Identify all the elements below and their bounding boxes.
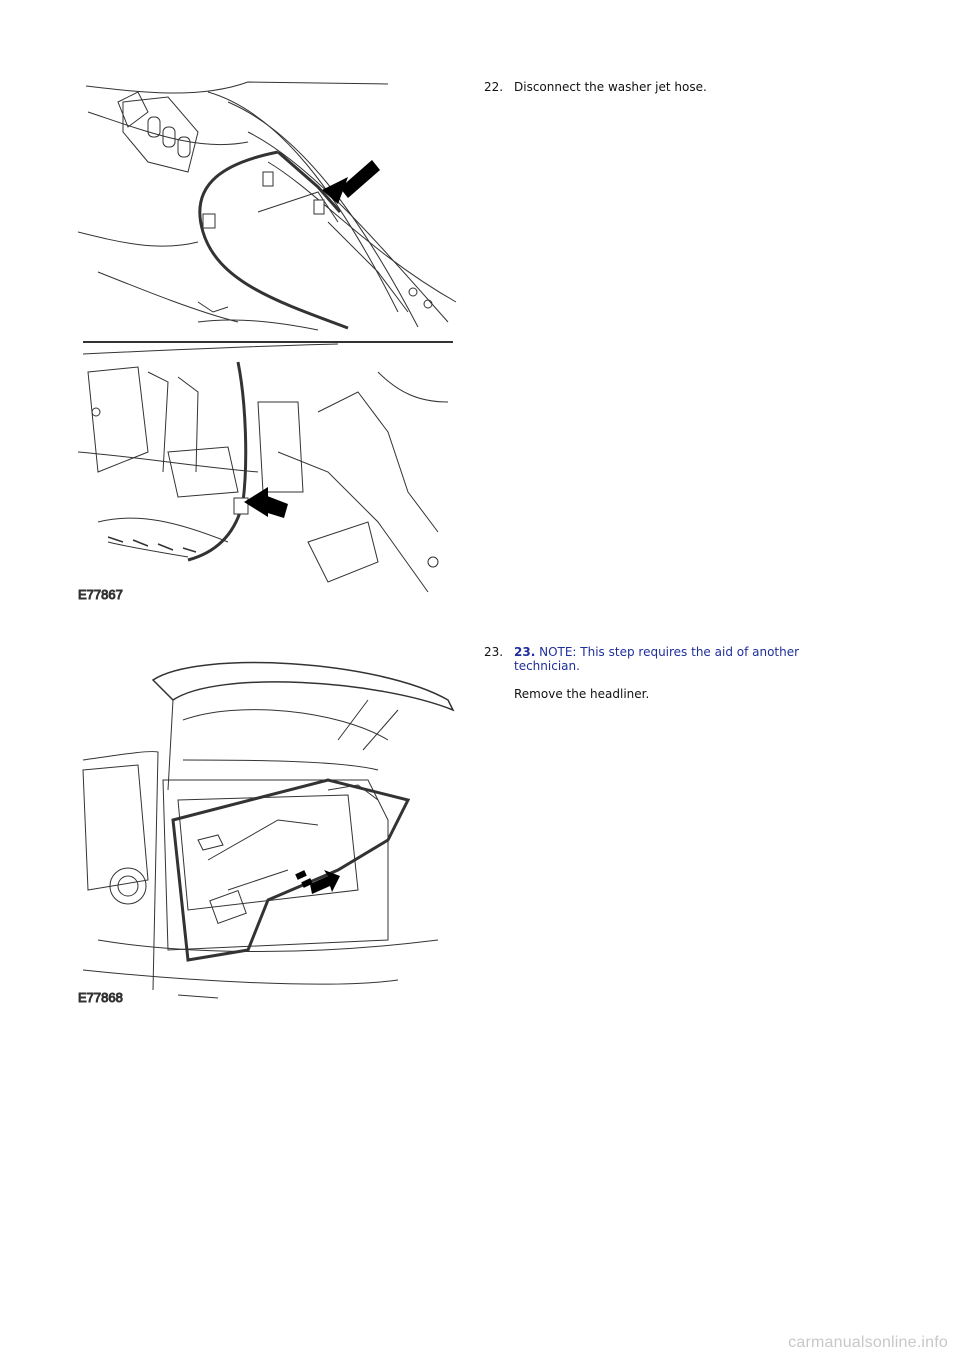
note <box>514 645 844 673</box>
arrow-icon <box>322 160 380 204</box>
note-label: 23. <box>514 645 536 659</box>
figure-code: E77868 <box>78 990 123 1005</box>
illustration-washer-hose <box>78 72 460 608</box>
step-text: Remove the headliner. <box>514 687 650 701</box>
double-arrow-icon <box>295 870 340 894</box>
note-text: NOTE: This step requires the aid of another technician. <box>514 645 800 673</box>
step-number: 23. <box>484 645 504 659</box>
step-body <box>514 645 844 701</box>
figure-e77867 <box>78 72 460 608</box>
watermark: carmanualsonline.info <box>788 1334 948 1351</box>
step-number: 22. <box>484 80 504 94</box>
figure-code: E77867 <box>78 587 123 602</box>
figure-e77868 <box>78 640 460 1012</box>
illustration-headliner <box>78 640 460 1012</box>
step-text: Disconnect the washer jet hose. <box>514 80 707 94</box>
